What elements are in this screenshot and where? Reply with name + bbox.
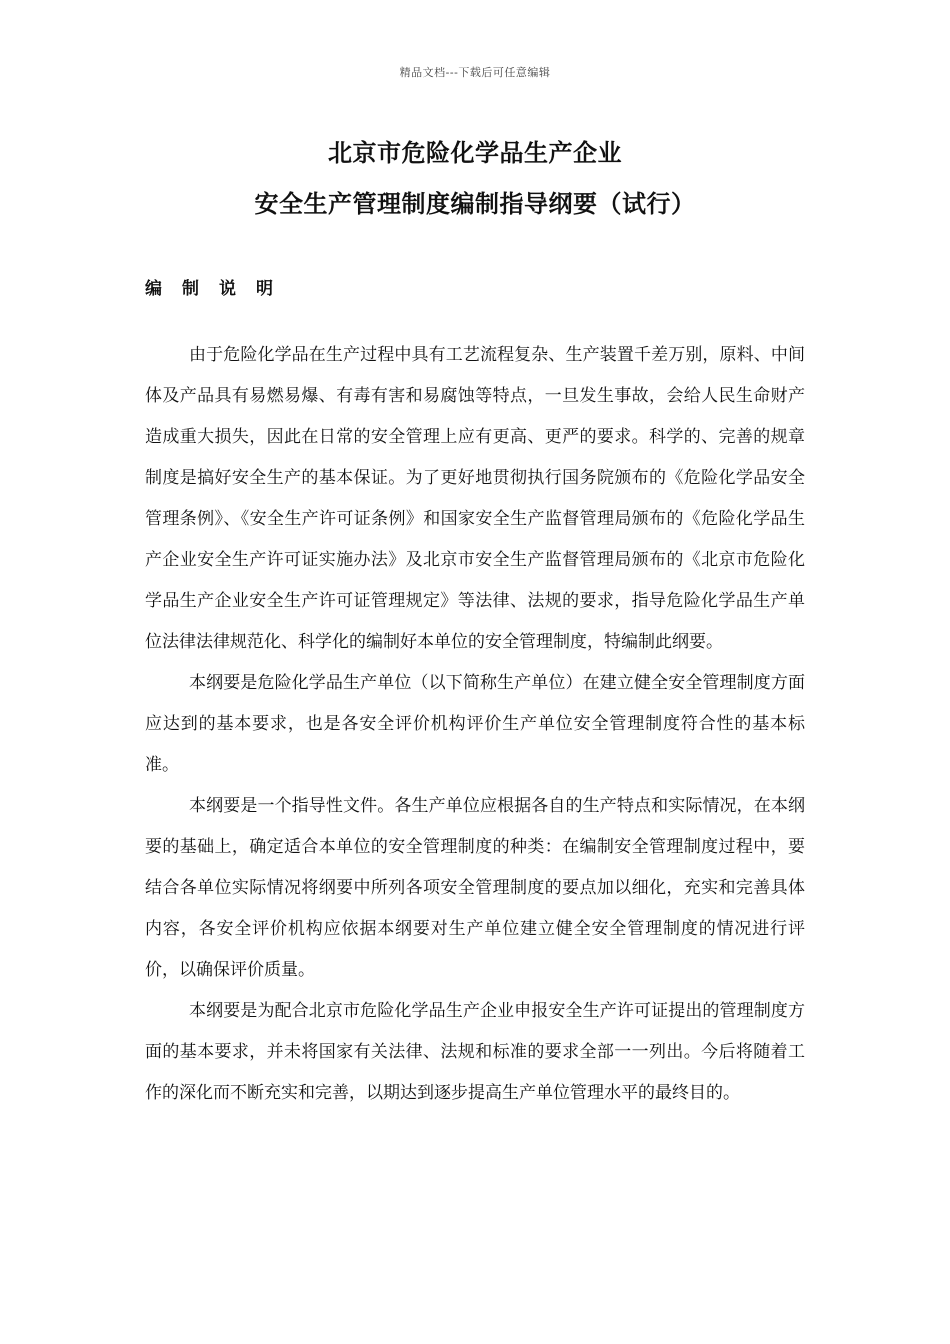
section-heading: 编制说明 — [145, 279, 293, 299]
paragraph: 本纲要是一个指导性文件。各生产单位应根据各自的生产特点和实际情况，在本纲要的基础上，确定适合本单位的安全管理制度的种类：在编制安全管理制度过程中，要结合各单位实际情况将纲要中所列各项安全管理制度的要点加以细化，充实和完善具体内容，各安全评价机构应依据本纲要对生产单位建立健全安全管理制度的情况进行评价，以确保评价质量。 — [145, 796, 805, 980]
paragraph: 由于危险化学品在生产过程中具有工艺流程复杂、生产装置千差万别，原料、中间体及产品具有易燃易爆、有毒有害和易腐蚀等特点，一旦发生事故，会给人民生命财产造成重大损失，因此在日常的安全管理上应有更高、更严的要求。科学的、完善的规章制度是搞好安全生产的基本保证。为了更好地贯彻执行国务院颁布的《危险化学品安全管理条例》、《安全生产许可证条例》和国家安全生产监督管理局颁布的《危险化学品生产企业安全生产许可证实施办法》及北京市安全生产监督管理局颁布的《北京市危险化学品生产企业安全生产许可证管理规定》等法律、法规的要求，指导危险化学品生产单位法律法律规范化、科学化的编制好本单位的安全管理制度，特编制此纲要。 — [145, 345, 805, 652]
paragraph: 本纲要是为配合北京市危险化学品生产企业申报安全生产许可证提出的管理制度方面的基本要求，并未将国家有关法律、法规和标准的要求全部一一列出。今后将随着工作的深化而不断充实和完善，以期达到逐步提高生产单位管理水平的最终目的。 — [145, 1001, 805, 1103]
document-body — [145, 335, 805, 1114]
document-title-line-2: 安全生产管理制度编制指导纲要（试行） — [254, 190, 696, 218]
document-title-line-1: 北京市危险化学品生产企业 — [328, 139, 622, 167]
paragraph: 本纲要是危险化学品生产单位（以下简称生产单位）在建立健全安全管理制度方面应达到的基本要求，也是各安全评价机构评价生产单位安全管理制度符合性的基本标准。 — [145, 673, 805, 775]
page-header-watermark: 精品文档---下载后可任意编辑 — [399, 66, 551, 79]
